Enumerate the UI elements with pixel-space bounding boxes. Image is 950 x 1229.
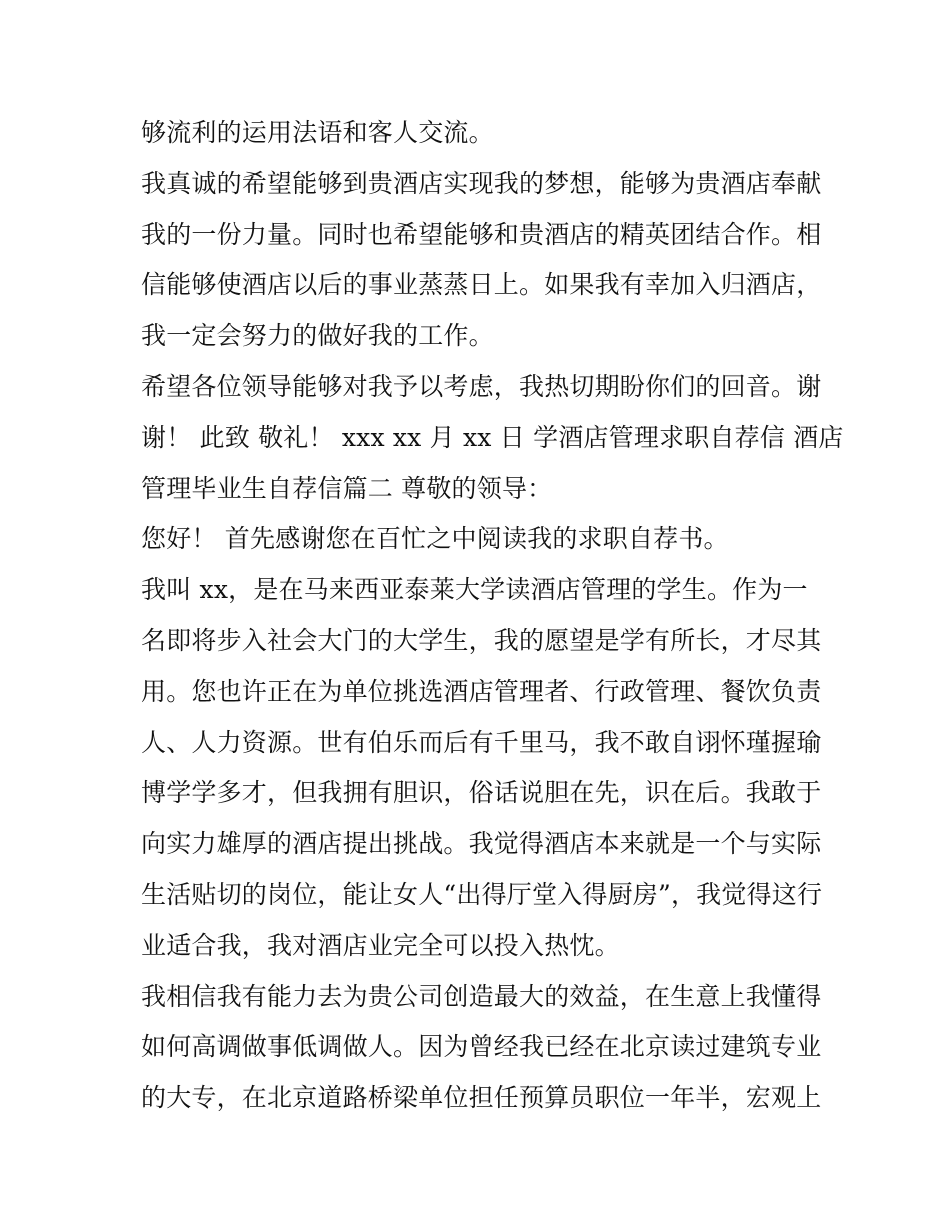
text-line: 博学学多才，但我拥有胆识，俗话说胆在先，识在后。我敢于	[141, 778, 822, 808]
text-line: 我真诚的希望能够到贵酒店实现我的梦想，能够为贵酒店奉献	[141, 168, 822, 198]
text-line: 您好！ 首先感谢您在百忙之中阅读我的求职自荐书。	[141, 524, 729, 554]
text-line: 我的一份力量。同时也希望能够和贵酒店的精英团结合作。相	[141, 219, 822, 249]
text-line: 的大专，在北京道路桥梁单位担任预算员职位一年半，宏观上	[141, 1083, 822, 1113]
text-line: 我相信我有能力去为贵公司创造最大的效益，在生意上我懂得	[141, 981, 822, 1011]
text-line: 名即将步入社会大门的大学生，我的愿望是学有所长，才尽其	[141, 625, 822, 655]
document-body-text	[141, 108, 844, 1124]
text-line: 向实力雄厚的酒店提出挑战。我觉得酒店本来就是一个与实际	[141, 829, 822, 859]
text-line: 人、人力资源。世有伯乐而后有千里马，我不敢自诩怀瑾握瑜	[141, 727, 822, 757]
text-line: 谢！ 此致 敬礼！ xxx xx 月 xx 日 学酒店管理求职自荐信 酒店	[141, 422, 844, 452]
text-line: 信能够使酒店以后的事业蒸蒸日上。如果我有幸加入归酒店，	[141, 270, 822, 300]
text-line: 业适合我，我对酒店业完全可以投入热忱。	[141, 930, 620, 960]
text-line: 希望各位领导能够对我予以考虑，我热切期盼你们的回音。谢	[141, 371, 822, 401]
text-line: 生活贴切的岗位，能让女人“出得厅堂入得厨房”，我觉得这行	[141, 879, 823, 909]
text-line: 如何高调做事低调做人。因为曾经我已经在北京读过建筑专业	[141, 1032, 822, 1062]
text-line: 用。您也许正在为单位挑选酒店管理者、行政管理、餐饮负责	[141, 676, 822, 706]
text-line: 我叫 xx，是在马来西亚泰莱大学读酒店管理的学生。作为一	[141, 575, 808, 605]
text-line: 够流利的运用法语和客人交流。	[141, 118, 494, 147]
text-line: 管理毕业生自荐信篇二 尊敬的领导：	[141, 473, 553, 503]
text-line: 我一定会努力的做好我的工作。	[141, 321, 494, 351]
